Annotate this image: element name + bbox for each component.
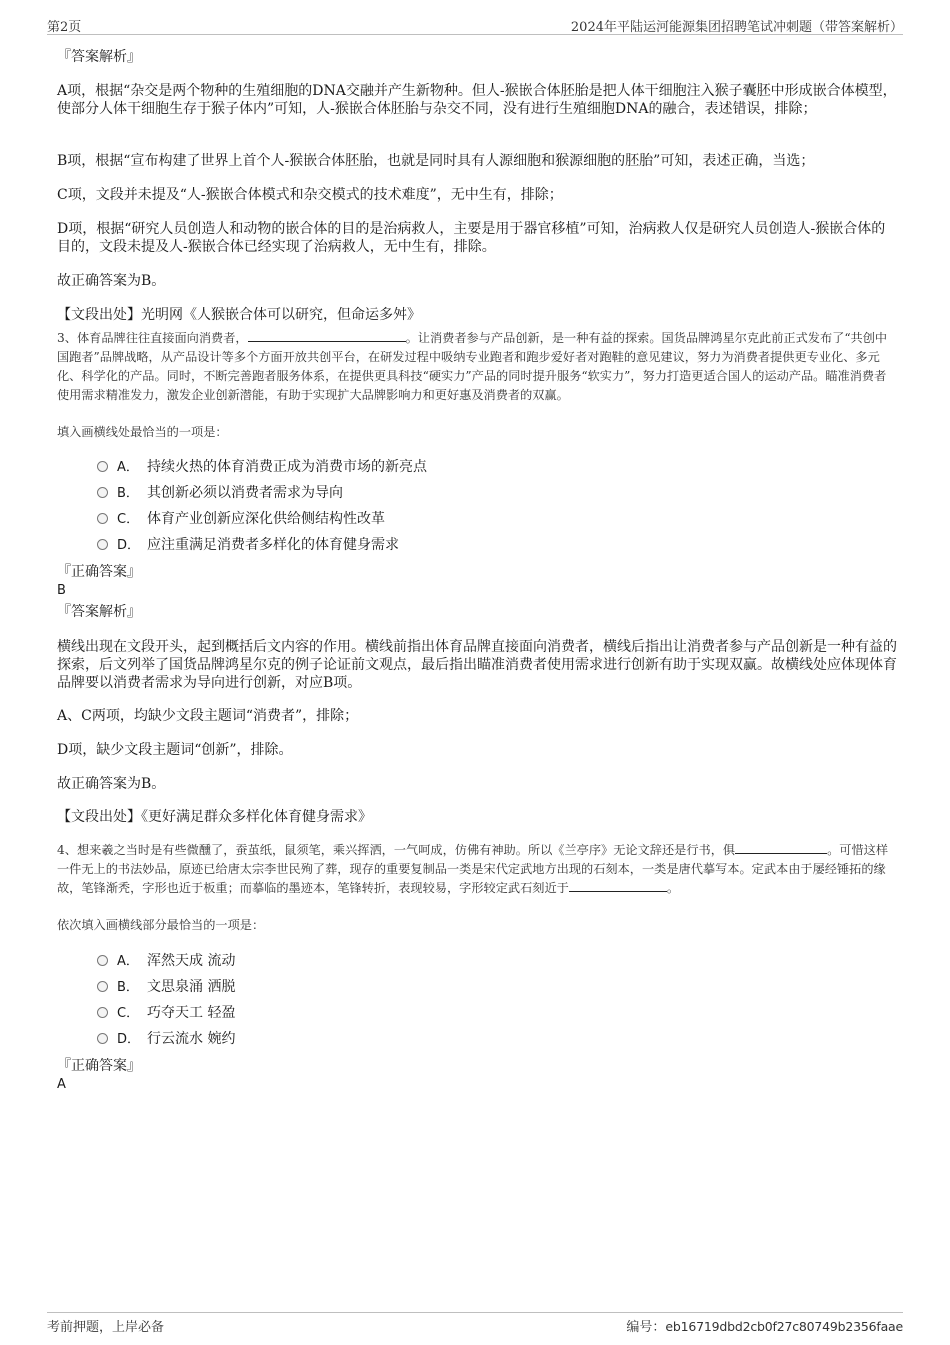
document-title: 2024年平陆运河能源集团招聘笔试冲刺题（带答案解析） [570, 20, 903, 35]
radio-icon[interactable] [97, 513, 108, 524]
page-header [47, 14, 903, 35]
q4-answer-heading: 『正确答案』 [57, 1058, 141, 1074]
q3-source: 【文段出处】《更好满足群众多样化体育健身需求》 [57, 809, 372, 825]
q4-stem-end: 。 [666, 881, 680, 895]
q4-stem [57, 841, 897, 898]
q3-analysis-2: A、C两项，均缺少文段主题词“消费者”，排除； [57, 708, 359, 724]
q4-option-a[interactable]: A． 浑然天成 流动 [97, 952, 235, 971]
q4-stem-1: 4、想来羲之当时是有些微醺了，蚕茧纸，鼠须笔，乘兴挥洒，一气呵成，仿佛有神助。所以《兰亭序》无论文辞还是行书，俱 [57, 843, 736, 857]
page-number: 第2页 [47, 20, 82, 35]
q4-answer: A [57, 1077, 66, 1092]
q4-stem-2: 。可惜这样一件无上的书法妙品，原迹已给唐太宗李世民殉了葬，现存的重要复制品一类是宋代定武地方出现的石刻本，一类是唐代摹写本。定武本由于屡经锤拓的缘故，笔锋渐秃，字形也近于板重；而摹临的墨迹本，笔锋转折，表现较易，字形较定武石刻近于 [57, 843, 889, 895]
radio-icon[interactable] [97, 1033, 108, 1044]
q3-stem-rest: 。让消费者参与产品创新，是一种有益的探索。国货品牌鸿星尔克此前正式发布了“共创中国跑者”品牌战略，从产品设计等多个方面开放共创平台，在研发过程中吸纳专业跑者和跑步爱好者对跑鞋的意见建议，努力为消费者提供更专业化、多元化、科学化的产品。同时，不断完善跑者服务体系，在提供更具科技“硬实力”产品的同时提升服务“软实力”，努力打造更适合国人的运动产品。瞄准消费者使用需求精准发力，激发企业创新潜能，有助于实现扩大品牌影响力和更好惠及消费者的双赢。 [57, 331, 888, 402]
q2-source: 【文段出处】光明网《人猴嵌合体可以研究，但命运多舛》 [57, 307, 421, 323]
q3-blank [248, 329, 406, 342]
q2-conclusion: 故正确答案为B。 [57, 273, 166, 289]
footer-code [626, 1316, 903, 1335]
footer-slogan: 考前押题，上岸必备 [47, 1320, 165, 1335]
q3-option-b[interactable]: B． 其创新必须以消费者需求为导向 [97, 484, 343, 503]
q3-conclusion: 故正确答案为B。 [57, 776, 166, 792]
q3-answer-heading: 『正确答案』 [57, 564, 141, 580]
q2-analysis-b: B项，根据“宣布构建了世界上首个人-猴嵌合体胚胎，也就是同时具有人源细胞和猴源细胞的胚胎”可知，表述正确，当选； [57, 153, 815, 169]
q2-analysis-heading: 『答案解析』 [57, 49, 141, 65]
q4-blank-1 [735, 841, 827, 854]
q3-prompt: 填入画横线处最恰当的一项是： [57, 425, 228, 439]
q3-stem-start: 3、体育品牌往往直接面向消费者， [57, 331, 248, 345]
q4-option-c[interactable]: C． 巧夺天工 轻盈 [97, 1004, 235, 1023]
q3-analysis-heading: 『答案解析』 [57, 604, 141, 620]
q3-analysis-3: D项，缺少文段主题词“创新”，排除。 [57, 742, 293, 758]
q3-option-c[interactable]: C． 体育产业创新应深化供给侧结构性改革 [97, 510, 385, 529]
q3-option-a[interactable]: A． 持续火热的体育消费正成为消费市场的新亮点 [97, 458, 427, 477]
q3-answer: B [57, 583, 66, 598]
q3-analysis-1: 横线出现在文段开头，起到概括后文内容的作用。横线前指出体育品牌直接面向消费者，横线后指出让消费者参与产品创新是一种有益的探索，后文列举了国货品牌鸿星尔克的例子论证前文观点，最后指出瞄准消费者使用需求进行创新有助于实现双赢。故横线处应体现体育品牌要以消费者需求为导向进行创新，对应B项。 [57, 639, 897, 691]
q2-analysis-c: C项，文段并未提及“人-猴嵌合体模式和杂交模式的技术难度”，无中生有，排除； [57, 187, 563, 203]
radio-icon[interactable] [97, 1007, 108, 1018]
q2-analysis-a: A项，根据“杂交是两个物种的生殖细胞的DNA交融并产生新物种。但人-猴嵌合体胚胎是把人体干细胞注入猴子囊胚中形成嵌合体模型，使部分人体干细胞生存于猴子体内”可知，人-猴嵌合体胚胎与杂交不同，没有进行生殖细胞DNA的融合，表述错误，排除； [57, 83, 897, 117]
q4-option-b[interactable]: B． 文思泉涌 洒脱 [97, 978, 235, 997]
q4-option-d[interactable]: D． 行云流水 婉约 [97, 1030, 235, 1049]
q4-blank-2 [569, 879, 667, 892]
radio-icon[interactable] [97, 981, 108, 992]
q4-prompt: 依次填入画横线部分最恰当的一项是： [57, 918, 265, 932]
q3-stem [57, 329, 897, 405]
q2-analysis-d: D项，根据“研究人员创造人和动物的嵌合体的目的是治病救人，主要是用于器官移植”可知，治病救人仅是研究人员创造人-猴嵌合体的目的，文段未提及人-猴嵌合体已经实现了治病救人，无中生有，排除。 [57, 221, 886, 255]
footer-code-value: eb16719dbd2cb0f27c80749b2356faae [665, 1319, 903, 1334]
radio-icon[interactable] [97, 487, 108, 498]
page-footer [47, 1312, 903, 1333]
q3-option-d[interactable]: D． 应注重满足消费者多样化的体育健身需求 [97, 536, 399, 555]
radio-icon[interactable] [97, 461, 108, 472]
footer-code-label: 编号： [626, 1320, 666, 1335]
radio-icon[interactable] [97, 955, 108, 966]
radio-icon[interactable] [97, 539, 108, 550]
